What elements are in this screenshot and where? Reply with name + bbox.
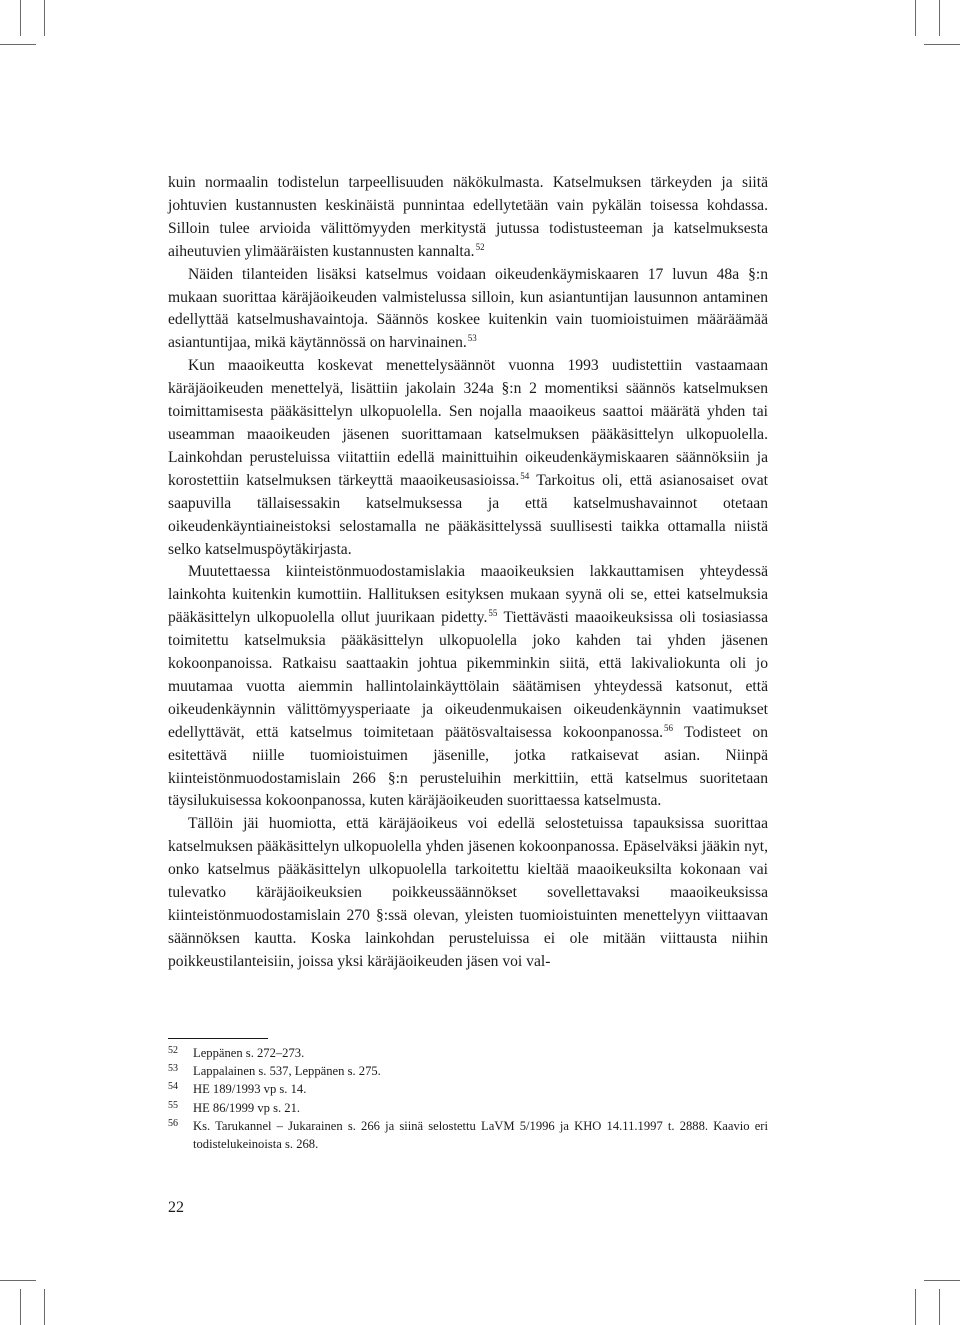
crop-mark — [0, 1280, 36, 1281]
page-number: 22 — [168, 1199, 184, 1216]
footnote — [168, 1080, 768, 1098]
footnote-number: 53 — [168, 1063, 178, 1075]
footnote-text: Ks. Tarukannel – Jukarainen s. 266 ja siinä selostettu LaVM 5/1996 ja KHO 14.11.1997 t. 2888. Kaavio eri todistelukeinoista s. 268. — [193, 1118, 768, 1152]
footnote — [168, 1062, 768, 1080]
paragraph: Näiden tilanteiden lisäksi katselmus voidaan oikeudenkäymiskaaren 17 luvun 48a §:n mukaan suorittaa käräjäoikeuden valmistelussa silloin, kun asiantuntijan lausunnon antaminen edellyttää katselmushavaintoja. Säännös koskee kuitenkin vain tuomioistuimen määräämää asiantuntijaa, mikä käytännössä on harvinainen.$^{53}$ — [168, 265, 768, 352]
paragraph: Muutettaessa kiinteistönmuodostamislakia maaoikeuksien lakkauttamisen yhteydessä lainkohta kuitenkin kumottiin. Hallituksen esityksen mukaan syynä oli se, ettei katselmuksia pääkäsittelyn ulkopuolella ollut juurikaan pidetty.$^{55}$ Tiettävästi maaoikeuksissa oli tosiasiassa toimitettu katselmuksia pääkäsittelyn ulkopuolella joko kahden tai yhden jäsenen kokoonpanoissa. Ratkaisu saattaakin johtua pikemminkin siitä, että lakivaliokunta oli jo muutamaa vuotta aiemmin hallintolainkäyttölain säätämisen yhteydessä katsonut, että oikeudenkäynnin välittömyysperiaate ja oikeudenmukaisen oikeudenkäynnin vaatimukset edellyttävät, että katselmus toimitetaan päätösvaltaisessa kokoonpanossa.$^{56}$ Todisteet on esitettävä niille tuomioistuimen jäsenille, jotka ratkaisevat asian. Niinpä kiinteistönmuodostamislain 266 §:n perusteluihin merkittiin, että katselmus suoritetaan täysilukuisessa kokoonpanossa, kuten käräjäoikeuden suorittaessa katselmusta. — [168, 563, 768, 810]
crop-mark — [924, 44, 960, 45]
crop-mark — [939, 1289, 940, 1325]
footnote-text: HE 189/1993 vp s. 14. — [193, 1082, 307, 1097]
footnote-number: 54 — [168, 1081, 178, 1093]
footnote — [168, 1117, 768, 1153]
footnote-number: 56 — [168, 1117, 178, 1129]
crop-mark — [915, 1289, 916, 1325]
footnote — [168, 1099, 768, 1117]
footnotes — [168, 1044, 768, 1153]
footnote-ref[interactable]: 55 — [488, 608, 498, 619]
footnote-ref[interactable]: 53 — [467, 333, 477, 344]
footnote-ref[interactable]: 52 — [475, 241, 485, 252]
footnote-ref[interactable]: 56 — [664, 722, 674, 733]
paragraph: kuin normaalin todistelun tarpeellisuuden näkökulmasta. Katselmuksen tärkeyden ja siitä johtuvien kustannusten keskinäistä punnintaa edellytetään vain pykälän toisessa kohdassa. Silloin tulee arvioida välittömyyden merkitystä jutussa todistusteeman ja katselmuksesta aiheutuvien ylimääräisten kustannusten kannalta.$^{52}$ — [168, 174, 768, 260]
crop-mark — [915, 0, 916, 36]
footnote-text: HE 86/1999 vp s. 21. — [193, 1100, 301, 1115]
footnote-text: Leppänen s. 272–273. — [193, 1046, 305, 1060]
crop-mark — [20, 1289, 21, 1325]
crop-mark — [939, 0, 940, 36]
crop-mark — [0, 44, 36, 45]
paragraph: Kun maaoikeutta koskevat menettelysäännöt vuonna 1993 uudistettiin vastaamaan käräjäoikeuden menettelyä, lisättiin jakolain 324a §:n 2 momentiksi säännös katselmuksen toimittamisesta pääkäsittelyn ulkopuolella. Sen nojalla maaoikeus saattoi määrätä yhden tai useamman maaoikeuden jäsenen suorittamaan katselmuksen pääkäsittelyn ulkopuolella. Lainkohdan perusteluissa viitattiin edellä mainittuihin oikeudenkäymiskaaren säännöksiin ja korostettiin katselmuksen tärkeyttä maaoikeusasioissa.$^{54}$ Tarkoitus oli, että asianosaiset ovat saapuvilla tällaisessakin katselmuksessa ja että katselmushavainnot otetaan oikeudenkäyntiaineistoksi selostamalla ne pääkäsittelyssä suullisesti taikka ottamalla niistä selko katselmuspöytäkirjasta. — [168, 357, 768, 558]
footnote-divider — [168, 1038, 268, 1039]
footnote-ref[interactable]: 54 — [520, 470, 530, 481]
paragraph: Tällöin jäi huomiotta, että käräjäoikeus voi edellä selostetuissa tapauksissa suorittaa katselmuksen pääkäsittelyn ulkopuolella yhden jäsenen kokoonpanossa. Epäselväksi jääkin nyt, onko katselmus pääkäsittelyn ulkopuolella tarkoitettu kieltää maaoikeuksilta kokonaan vai tulevatko käräjäoikeuksien poikkeussäännökset sovellettavaksi maaoikeuksissa kiinteistönmuodostamislain 270 §:ssä olevan, yleisten tuomioistuinten menettelyyn viittaavan säännöksen kautta. Koska lainkohdan perusteluissa ei ole mitään viittausta niihin poikkeustilanteisiin, joissa yksi käräjäoikeuden jäsen voi val- — [168, 815, 768, 970]
footnote-number: 55 — [168, 1099, 178, 1111]
crop-mark — [44, 1289, 45, 1325]
crop-mark — [924, 1280, 960, 1281]
footnote-number: 52 — [168, 1045, 178, 1056]
footnote-text: Lappalainen s. 537, Leppänen s. 275. — [193, 1064, 381, 1079]
crop-mark — [44, 0, 45, 36]
footnote — [168, 1044, 768, 1062]
body-text — [168, 172, 768, 974]
crop-mark — [20, 0, 21, 36]
